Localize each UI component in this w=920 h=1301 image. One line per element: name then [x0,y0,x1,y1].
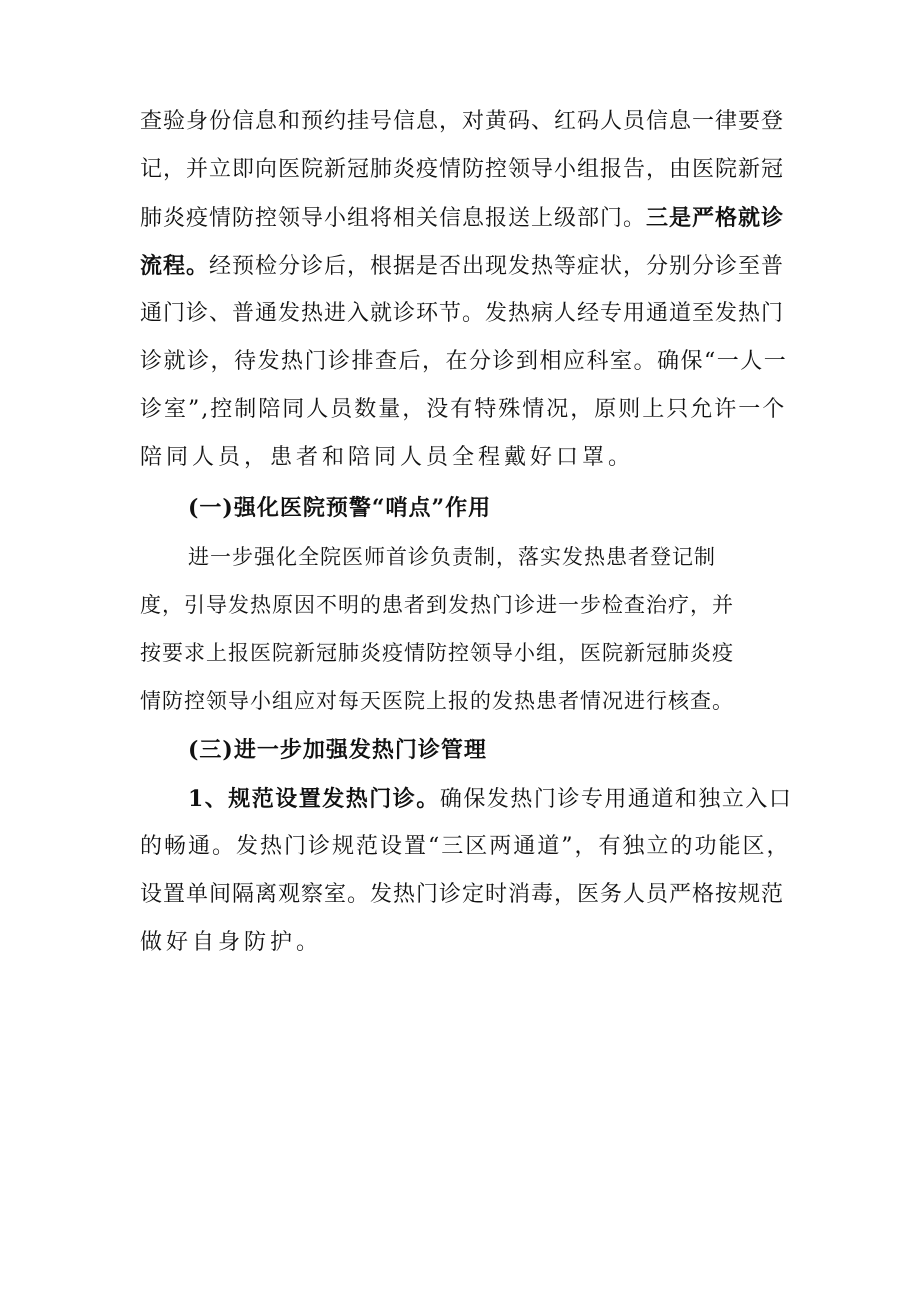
para3-line1-emphasis: 1、规范设置发热门诊。 [188,786,440,812]
para2-line4: 情防控领导小组应对每天医院上报的发热患者情况进行核查。 [140,689,734,713]
para3-line3: 设置单间隔离观察室。发热门诊定时消毒，医务人员严格按规范 [140,882,785,907]
para1-line4-emphasis: 流程。 [140,253,210,279]
para1-line4 [140,251,784,282]
para3-line4: 做好自身防护。 [140,930,323,955]
para1-line2: 记，并立即向医院新冠肺炎疫情防控领导小组报告，由医院新冠 [140,157,785,182]
para1-line3-text: 肺炎疫情防控领导小组将相关信息报送上级部门。 [140,206,647,231]
para2-line1: 进一步强化全院医师首诊负责制，落实发热患者登记制 [188,545,716,569]
para1-line1: 查验身份信息和预约挂号信息，对黄码、红码人员信息一律要登 [140,109,785,134]
para3-line1 [188,784,792,815]
section-heading-2: (三)进一步加强发热门诊管理 [188,737,487,763]
para1-line7: 诊室”,控制陪同人员数量，没有特殊情况，原则上只允许一个 [140,397,787,422]
para1-line3 [140,203,784,234]
para3-line1-text: 确保发热门诊专用通道和独立入口 [439,787,793,812]
para1-line6: 诊就诊，待发热门诊排查后，在分诊到相应科室。确保“一人一 [140,349,788,374]
para1-line5: 通门诊、普通发热进入就诊环节。发热病人经专用通道至发热门 [140,301,785,326]
section-heading-1: (一)强化医院预警“哨点”作用 [188,495,492,521]
para1-line4-text: 经预检分诊后，根据是否出现发热等症状，分别分诊至普 [209,254,785,279]
para2-line2: 度，引导发热原因不明的患者到发热门诊进一步检查治疗，并 [140,593,734,617]
para2-line3: 按要求上报医院新冠肺炎疫情防控领导小组，医院新冠肺炎疫 [140,641,734,665]
para1-line8: 陪同人员，患者和陪同人员全程戴好口罩。 [140,445,635,470]
para1-line3-emphasis: 三是严格就诊 [646,205,785,231]
para3-line2: 的畅通。发热门诊规范设置“三区两通道”，有独立的功能区， [140,834,791,859]
